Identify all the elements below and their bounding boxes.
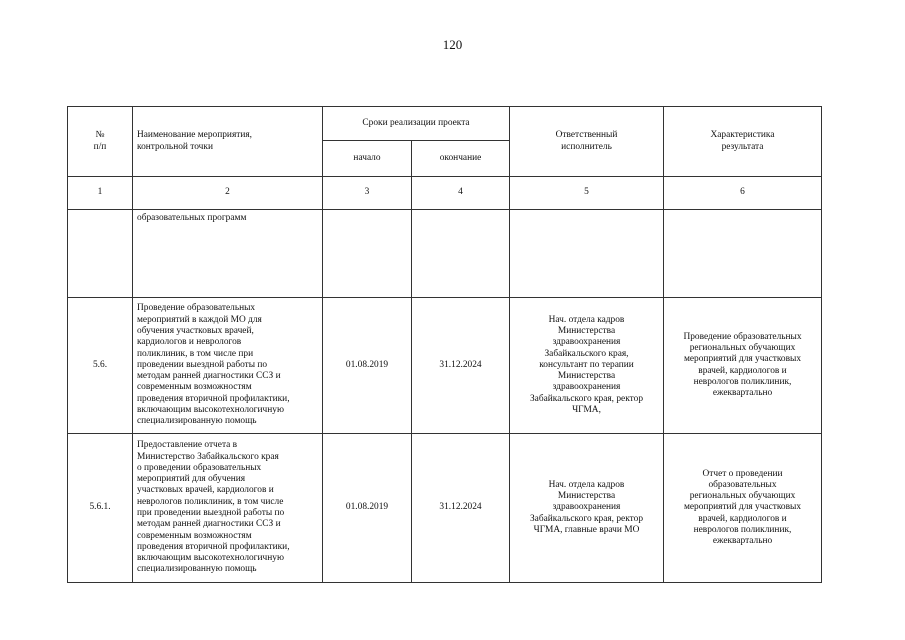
- cell-result: Проведение образовательных региональных обучающих мероприятий для участковых врачей, кардиологов и неврологов поликлиник, ежеквартально: [664, 298, 822, 434]
- header-result: Характеристика результата: [664, 107, 822, 177]
- table-row: [68, 298, 822, 434]
- cell-result: Отчет о проведении образовательных региональных обучающих мероприятий для участковых врачей, кардиологов и неврологов поликлиник, ежеквартально: [664, 434, 822, 583]
- cell-number: 5.6.1.: [68, 434, 133, 583]
- cell-result: [664, 210, 822, 298]
- column-number: 5: [510, 177, 664, 210]
- cell-responsible: Нач. отдела кадров Министерства здравоохранения Забайкальского края, ректор ЧГМА, главные врачи МО: [510, 434, 664, 583]
- column-number: 2: [133, 177, 323, 210]
- header-implementation-period: Сроки реализации проекта: [323, 107, 510, 141]
- cell-end: 31.12.2024: [412, 298, 510, 434]
- cell-number: [68, 210, 133, 298]
- cell-end: [412, 210, 510, 298]
- cell-responsible: Нач. отдела кадров Министерства здравоохранения Забайкальского края, консультант по терапии Министерства здравоохранения Забайкальского края, ректор ЧГМА,: [510, 298, 664, 434]
- column-number: 4: [412, 177, 510, 210]
- cell-number: 5.6.: [68, 298, 133, 434]
- cell-start: 01.08.2019: [323, 298, 412, 434]
- table-row: [68, 434, 822, 583]
- cell-responsible: [510, 210, 664, 298]
- column-number: 1: [68, 177, 133, 210]
- column-number: 6: [664, 177, 822, 210]
- cell-activity-name: Предоставление отчета в Министерство Забайкальского края о проведении образовательных мероприятий для обучения участковых врачей, кардиологов и неврологов поликлиник, в том числе при проведении выездной работы по методам ранней диагностики ССЗ и современным возможностям проведения вторичной профилактики, включающим высокотехнологичную специализированную помощь: [133, 434, 323, 583]
- header-start: начало: [323, 141, 412, 177]
- cell-activity-name: образовательных программ: [133, 210, 323, 298]
- cell-activity-name: Проведение образовательных мероприятий в каждой МО для обучения участковых врачей, кардиологов и неврологов поликлиник, в том числе при проведении выездной работы по методам ранней диагностики ССЗ и современным возможностям проведения вторичной профилактики, включающим высокотехнологичную специализированную помощь: [133, 298, 323, 434]
- project-activities-table: [67, 106, 822, 583]
- page-number: 120: [442, 37, 463, 52]
- cell-end: 31.12.2024: [412, 434, 510, 583]
- cell-start: [323, 210, 412, 298]
- header-activity-name: Наименование мероприятия, контрольной точки: [133, 107, 323, 177]
- column-number-row: [68, 177, 822, 210]
- cell-start: 01.08.2019: [323, 434, 412, 583]
- header-end: окончание: [412, 141, 510, 177]
- table-header-row: [68, 107, 822, 141]
- header-number: № п/п: [68, 107, 133, 177]
- table-row: [68, 210, 822, 298]
- header-responsible: Ответственный исполнитель: [510, 107, 664, 177]
- column-number: 3: [323, 177, 412, 210]
